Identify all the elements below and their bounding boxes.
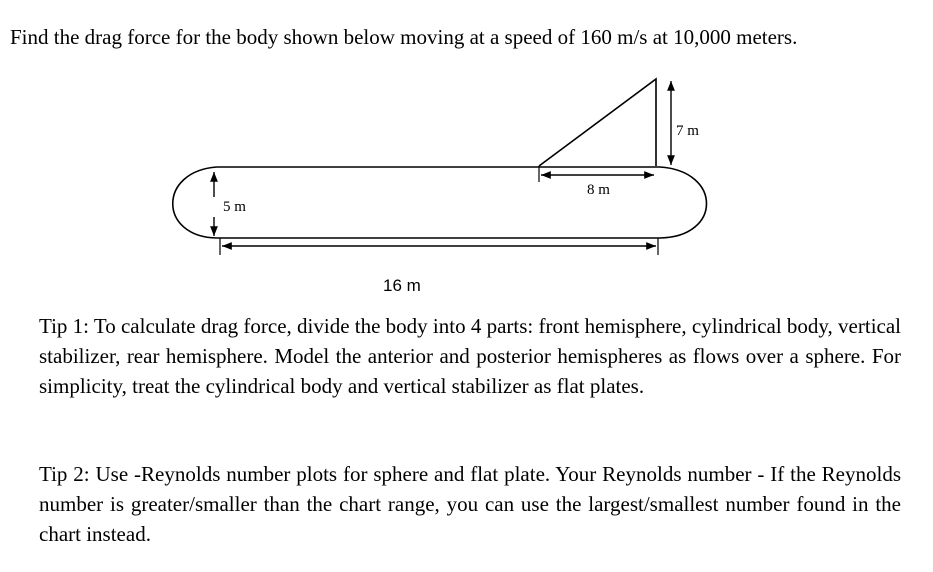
stabilizer-height-label: 7 m [676, 123, 699, 139]
diameter-label: 5 m [223, 199, 246, 215]
tip-1-paragraph: Tip 1: To calculate drag force, divide the body into 4 parts: front hemisphere, cylindrical body, vertical stabilizer, rear hemisphere. Model the anterior and posterior hemispheres as flows over a sphere. For simplicity, treat the cylindrical body and vertical stabilizer as flat plates. [39, 314, 902, 398]
length-label: 16 m [383, 276, 421, 295]
front-hemisphere-outline [173, 167, 217, 238]
vertical-stabilizer-outline [539, 79, 656, 166]
rear-hemisphere-outline [660, 167, 707, 238]
stabilizer-base-label: 8 m [587, 182, 610, 198]
problem-statement: Find the drag force for the body shown below moving at a speed of 160 m/s at 10,000 meters. [10, 25, 798, 49]
tip-2-paragraph: Tip 2: Use -Reynolds number plots for sphere and flat plate. Your Reynolds number - If the Reynolds number is greater/smaller than the chart range, you can use the largest/smallest number found in the chart instead. [39, 462, 901, 546]
